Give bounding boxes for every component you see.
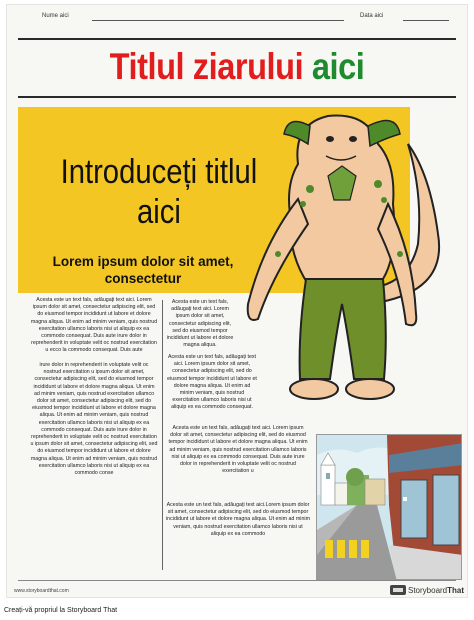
title-rule xyxy=(18,96,456,98)
middle-column-paragraph-1[interactable]: Acesta este un text fals, adăugați text aici. Lorem ipsum dolor sit amet, consectetur adipiscing elit, sed do eiusmod tempor incididunt ut labore et dolore magna aliqua. xyxy=(166,299,234,349)
logo-word-1: Storyboard xyxy=(408,585,448,595)
storyboardthat-logo[interactable] xyxy=(390,584,464,596)
date-line[interactable] xyxy=(403,20,449,21)
create-your-own-link[interactable]: Creați-vă propriul la Storyboard That xyxy=(4,607,118,614)
storyboard-logo-icon xyxy=(390,585,406,595)
date-label: Data aici xyxy=(360,13,384,19)
left-column-paragraph-2[interactable]: irure dolor in reprehenderit in voluptate velit oc nostrud exercitation u ipsum dolor sit amet, consectetur adipiscing elit, sed do eiusmod tempor incididunt ut labore et dolore magna aliqua. Ut enim ad minim veniam, quis nostrud exercitation ullamco dolor sit amet, consectetur adipiscing elit, sed do eiusmod tempor incididunt ut labore et dolore magna aliqua. Ut enim ad minim veniam, quis nostrud exercitation ullamco laboris nisi ut aliquip ex ea commodo consequat. Duis aute irure dolor in reprehenderit in voluptate velit oc nostrud exercitation u ipsum dolor sit amet, consectetur adipiscing elit, sed do eiusmod tempor incididunt ut labore et dolore magna aliqua. Ut enim ad minim veniam, quis nostrud exercitation ullamco laboris nisi ut aliquip ex ea commodo conse xyxy=(30,362,158,477)
newspaper-title[interactable] xyxy=(28,46,445,88)
left-column-paragraph-1[interactable]: Acesta este un text fals, adăugați text aici. Lorem ipsum dolor sit amet, consectetur adipiscing elit, sed do eiusmod tempor incididunt ut labore et dolore magna aliqua. Ut enim ad minim veniam, quis nostrud exercitation ullamco laboris nisi ut aliquip ex ea commodo consequat. Duis aute irure dolor in reprehenderit in voluptate velit oc nostrud exercitation u ecco la commodo consequat. Duis aute xyxy=(30,297,158,354)
title-part-1: Titlul ziarului xyxy=(109,46,304,87)
name-line[interactable] xyxy=(92,20,344,21)
bottom-rule xyxy=(18,580,456,581)
middle-column-paragraph-4[interactable]: Acesta este un text fals, adăugați text aici.Lorem ipsum dolor sit amet, consectetur adipiscing elit, sed do eiusmod tempor incididunt ut labore et dolore magna aliqua. Ut enim ad minim veniam, quis nostrud exercitation ullamco laboris nisi ut aliquip ex ea commodo xyxy=(166,502,310,537)
middle-column-paragraph-3[interactable]: Acesta este un text fals, adăugați text aici. Lorem ipsum dolor sit amet, consectetur adipiscing elit, sed do eiusmod tempor incididunt ut labore et dolore magna aliqua. Ut enim ad minim veniam, quis nostrud exercitation ullamco laboris nisi ut aliquip ex ea commodo consequat. Duis aute irure dolor in reprehenderit in voluptate velit oc nostrud exercitation u xyxy=(168,425,308,475)
monster-image[interactable] xyxy=(218,104,464,416)
street-scene-icon xyxy=(317,435,462,580)
headline[interactable]: Introduceți titlul aici xyxy=(60,153,258,231)
logo-word-2: That xyxy=(447,585,465,595)
street-image[interactable] xyxy=(316,434,462,580)
footer-url[interactable]: www.storyboardthat.com xyxy=(14,588,69,594)
top-rule xyxy=(18,38,456,40)
middle-column-paragraph-2[interactable]: Acesta este un text fals, adăugați text aici. Lorem ipsum dolor sit amet, consectetur adipiscing elit, sed do eiusmod tempor incididunt ut labore et dolore magna aliqua. Ut enim ad minim veniam, quis nostrud exercitation ullamco laboris nisi ut aliquip ex ea commodo consequat. xyxy=(167,354,257,411)
subheadline[interactable]: Lorem ipsum dolor sit amet, consectetur xyxy=(52,254,234,286)
column-divider xyxy=(162,300,163,570)
name-label: Nume aici xyxy=(42,13,69,19)
title-part-2: aici xyxy=(311,46,365,87)
